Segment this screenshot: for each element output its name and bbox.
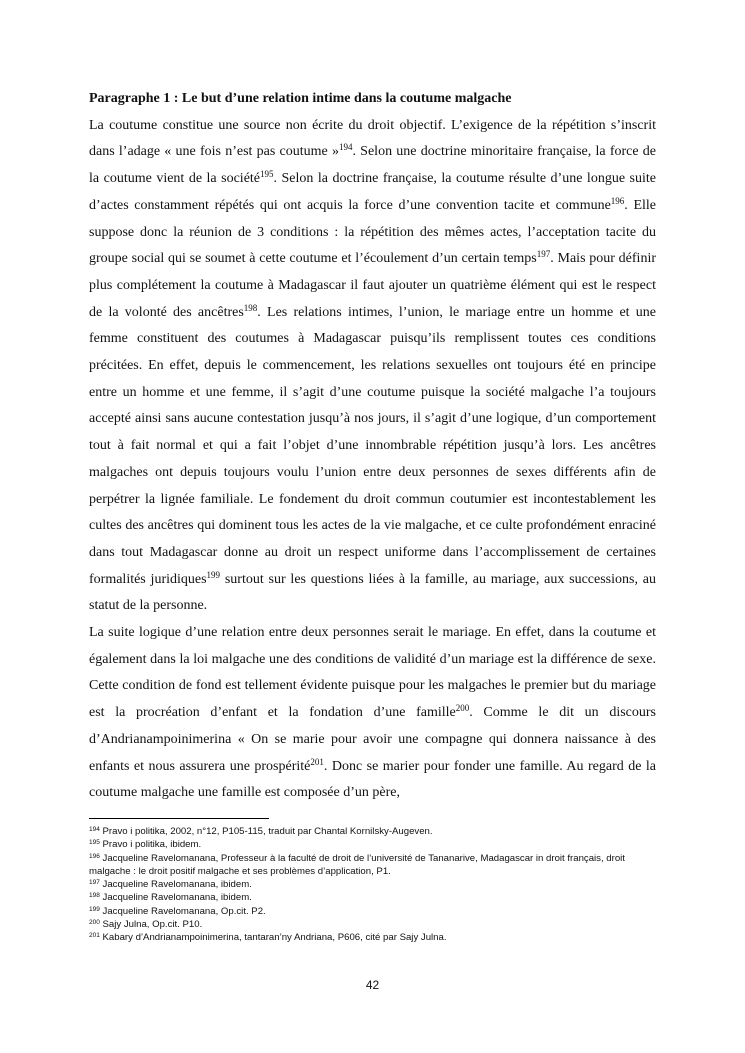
footnote-ref-200[interactable]: 200 [455,703,470,714]
footnote [89,905,659,918]
text-run: surtout sur les questions liées à la famille, au mariage, aux successions, au statut de la personne. [89,571,656,614]
footnote [89,825,659,838]
footnote-ref-201[interactable]: 201 [310,756,324,767]
section-heading: Paragraphe 1 : Le but d’une relation intime dans la coutume malgache [89,91,512,106]
text-run: . Mais pour définir plus complétement la coutume à Madagascar il faut ajouter un quatrième élément qui est le respect de la volonté des ancêtres [89,251,657,320]
footnote-number: 196 [89,852,100,860]
text-run: . Selon une doctrine minoritaire française, la force de la coutume vient de la société [89,144,657,187]
footnote-text: Jacqueline Ravelomanana, ibidem. [99,892,252,904]
footnote-number: 201 [89,932,100,940]
footnote [89,852,659,879]
footnote-ref-197[interactable]: 197 [536,249,551,260]
footnote-number: 199 [89,905,100,913]
footnote-text: Jacqueline Ravelomanana, Professeur à la faculté de droit de l’université de Tananarive, Madagascar in droit français, droit malgache : le droit positif malgache et ses problèmes d’application, P1. [89,852,625,877]
footnote-text: Jacqueline Ravelomanana, ibidem. [99,879,252,891]
page-body [89,86,656,807]
paragraph-1 [89,113,656,620]
text-run: . Les relations intimes, l’union, le mariage entre un homme et une femme constituent des coutumes à Madagascar puisqu’ils remplissent toutes ces conditions précitées. En effet, depuis le commencement, les relations sexuelles ont toujours été en principe entre un homme et une femme, il s’agit d’une coutume puisque la société malgache l’a toujours accepté ainsi sans aucune contestation jusqu’à nos jours, il s’agit d’une logique, d’un comportement tout à fait normal et qui a fait l’objet d’une innombrable répétition jusqu’à lors. Les ancêtres malgaches ont depuis toujours voulu l’union entre deux personnes de sexes différents afin de perpétrer la lignée familiale. Le fondement du droit commun coutumier est incontestablement les cultes des ancêtres qui dominent tous les actes de la vie malgache, et ce culte profondément enraciné dans tout Madagascar donne au droit un respect uniforme dans l’accomplissement de certaines formalités juridiques [89,304,657,587]
footnote [89,918,659,931]
text-run: . Elle suppose donc la réunion de 3 conditions : la répétition des mêmes actes, l’acceptation tacite du groupe social qui se soumet à cette coutume et l’écoulement d’un certain temps [89,197,656,267]
page-number: 42 [365,978,380,992]
footnote [89,931,659,944]
footnote-text: Pravo i politika, 2002, n°12, P105-115, traduit par Chantal Kornilsky-Augeven. [99,826,433,837]
text-run: La suite logique d’une relation entre deux personnes serait le mariage. En effet, dans la coutume et également dans la loi malgache une des conditions de validité d’un mariage est la différence de sexe. Cette condition de fond est tellement évidente puisque pour les malgaches le premier but du mariage est la procréation d’enfant et la fondation d’une famille [89,625,656,721]
text-run: . Donc se marier pour fonder une famille. Au regard de la coutume malgache une famille est composée d’un père, [89,758,656,801]
footnote-separator [89,818,269,819]
footnote [89,878,659,891]
footnote-ref-196[interactable]: 196 [610,195,625,206]
footnote-ref-195[interactable]: 195 [260,169,274,180]
footnote [89,838,659,851]
footnote-ref-198[interactable]: 198 [243,302,258,313]
footnotes [89,825,659,945]
footnote-text: Sajy Julna, Op.cit. P10. [99,919,203,931]
footnote-text: Kabary d’Andrianampoinimerina, tantaran’ny Andriana, P606, cité par Sajy Julna. [99,932,447,944]
footnote-text: Jacqueline Ravelomanana, Op.cit. P2. [99,905,266,917]
footnote-number: 194 [89,826,100,833]
footnote-number: 200 [89,919,100,927]
footnote-number: 198 [89,892,100,900]
footnote-ref-199[interactable]: 199 [206,569,221,580]
footnote-number: 195 [89,839,100,847]
footnote-text: Pravo i politika, ibidem. [99,839,202,851]
text-run: . Selon la doctrine française, la coutume résulte d’une longue suite d’actes constamment répétés qui ont acquis la force d’une convention tacite et commune [89,171,656,213]
footnote [89,891,659,904]
text-run: La coutume constitue une source non écrite du droit objectif. L’exigence de la répétition s’inscrit dans l’adage « une fois n’est pas coutume » [89,117,656,160]
footnote-ref-194[interactable]: 194 [338,142,353,153]
text-run: . Comme le dit un discours d’Andrianampoinimerina « On se marie pour avoir une compagne qui donnera naissance à des enfants et nous assurera une prospérité [89,705,656,774]
paragraph-2 [89,620,656,807]
footnote-number: 197 [89,879,100,887]
